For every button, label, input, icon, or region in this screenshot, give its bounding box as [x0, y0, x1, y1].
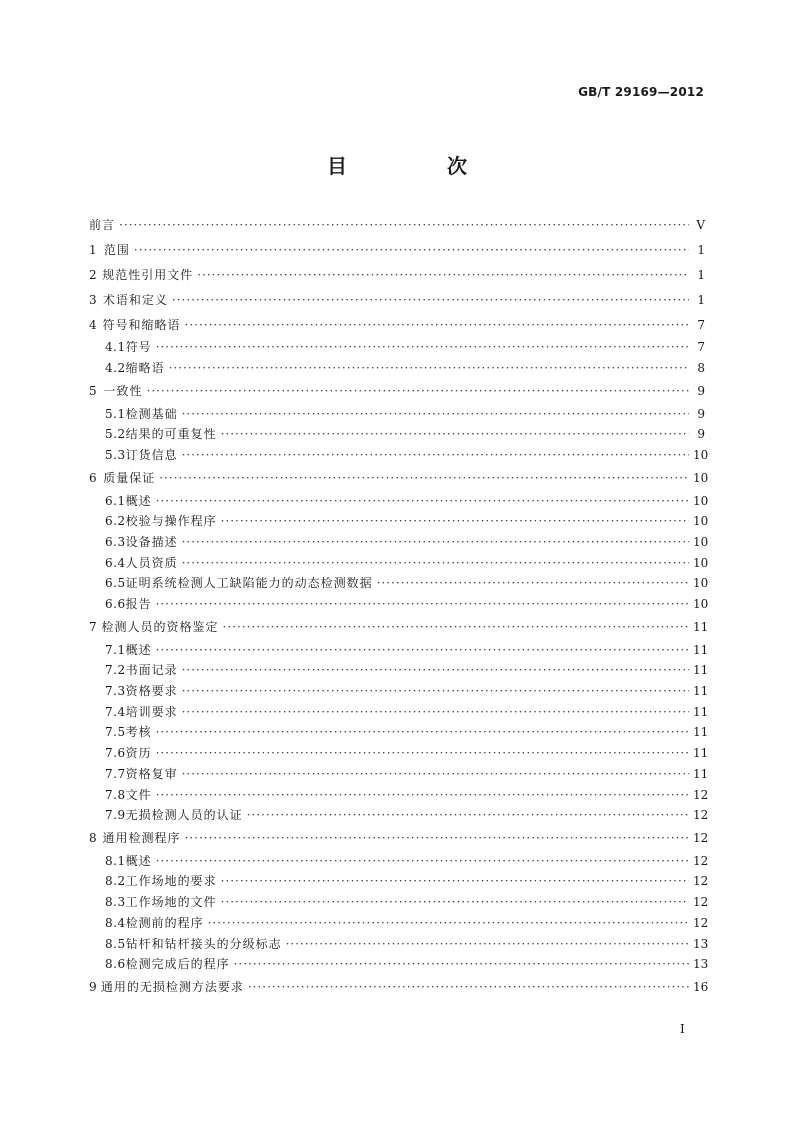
toc-entry[interactable]	[89, 723, 709, 744]
toc-entry-page: 12	[693, 853, 709, 868]
toc-entry-label: 检测前的程序	[125, 915, 204, 930]
toc-entry-page: 12	[693, 915, 709, 930]
toc-entry-label: 钻杆和钻杆接头的分级标志	[125, 936, 282, 951]
toc-entry-page: 8	[697, 361, 705, 376]
toc-entry-page: 13	[693, 936, 709, 951]
standard-code: GB/T 29169—2012	[578, 85, 704, 99]
toc-entry-label: 设备描述	[125, 535, 178, 550]
toc-entry-number: 7.5	[105, 725, 126, 740]
toc-entry[interactable]	[89, 682, 709, 703]
toc-entry-label: 无损检测人员的认证	[125, 808, 243, 823]
toc-entry-label: 工作场地的要求	[125, 874, 217, 889]
dot-leader	[156, 340, 689, 354]
toc-entry-label: 术语和定义	[102, 292, 168, 307]
dot-leader	[197, 268, 689, 282]
toc-entry[interactable]	[89, 595, 709, 616]
toc-entry[interactable]	[89, 405, 705, 426]
toc-entry-number: 7.6	[105, 746, 126, 761]
toc-entry-page: 10	[693, 493, 709, 508]
toc-entry-number: 2	[89, 267, 98, 282]
toc-entry-number: 6.3	[105, 535, 126, 550]
toc-entry-number: 8.5	[105, 936, 126, 951]
toc-entry-number: 6.5	[105, 576, 126, 591]
toc-entry[interactable]	[89, 852, 709, 873]
toc-entry[interactable]	[89, 554, 709, 575]
dot-leader	[182, 448, 689, 462]
toc-entry-page: 11	[693, 663, 709, 678]
toc-entry[interactable]	[89, 512, 709, 533]
toc-entry-label: 文件	[125, 787, 152, 802]
toc-entry[interactable]	[89, 264, 705, 289]
toc-entry-label: 人员资质	[125, 555, 178, 570]
toc-entry-label: 资格要求	[125, 684, 178, 699]
toc-entry[interactable]	[89, 214, 705, 239]
dot-leader	[182, 684, 689, 698]
toc-entry-number: 8.2	[105, 874, 126, 889]
dot-leader	[182, 535, 689, 549]
toc-entry-label: 概述	[125, 853, 152, 868]
dot-leader	[159, 471, 689, 485]
toc-entry-number: 8.4	[105, 915, 126, 930]
toc-entry-label: 质量保证	[103, 470, 156, 485]
toc-entry[interactable]	[89, 616, 709, 641]
toc-entry-page: 10	[693, 514, 709, 529]
dot-leader	[156, 725, 689, 739]
toc-entry-number: 4.1	[105, 340, 126, 355]
toc-entry[interactable]	[89, 976, 709, 1001]
toc-entry-number: 7.8	[105, 787, 126, 802]
toc-entry[interactable]	[89, 467, 709, 492]
toc-entry[interactable]	[89, 786, 709, 807]
toc-entry-page: 10	[693, 576, 709, 591]
toc-entry-page: 11	[693, 725, 709, 740]
toc-entry-page: 7	[697, 317, 705, 332]
toc-entry-number: 7.3	[105, 684, 126, 699]
toc-entry-number: 5.1	[105, 406, 126, 421]
dot-leader	[156, 788, 689, 802]
toc-entry-number: 6.4	[105, 555, 126, 570]
toc-entry-number: 8.1	[105, 853, 126, 868]
dot-leader	[169, 361, 689, 375]
dot-leader	[182, 407, 689, 421]
dot-leader	[221, 514, 689, 528]
toc-entry-label: 培训要求	[125, 704, 178, 719]
toc-entry-number: 9	[89, 979, 98, 994]
toc-entry-number: 7	[89, 619, 98, 634]
toc-entry-label: 符号	[125, 340, 152, 355]
dot-leader	[147, 384, 689, 398]
toc-entry-number: 7.4	[105, 704, 126, 719]
dot-leader	[247, 808, 689, 822]
toc-entry-label: 校验与操作程序	[125, 514, 217, 529]
toc-entry-number: 7.1	[105, 642, 126, 657]
toc-entry[interactable]	[89, 533, 709, 554]
dot-leader	[234, 957, 689, 971]
toc-entry-page: 11	[693, 746, 709, 761]
toc-entry-label: 工作场地的文件	[125, 895, 217, 910]
toc-entry[interactable]	[89, 827, 709, 852]
dot-leader	[377, 576, 689, 590]
dot-leader	[156, 746, 689, 760]
toc-entry[interactable]	[89, 359, 705, 380]
dot-leader	[172, 293, 689, 307]
toc-entry[interactable]	[89, 380, 705, 405]
toc-entry-page: 10	[693, 535, 709, 550]
toc-entry-label: 检测人员的资格鉴定	[101, 619, 219, 634]
toc-entry[interactable]	[89, 641, 709, 662]
toc-entry[interactable]	[89, 661, 709, 682]
toc-entry-page: V	[696, 218, 705, 232]
page-title: 目 次	[327, 154, 507, 178]
toc-entry-label: 范围	[103, 242, 130, 257]
toc-entry-page: 1	[697, 267, 705, 282]
toc-entry-number: 3	[89, 292, 98, 307]
toc-entry[interactable]	[89, 446, 709, 467]
toc-entry-number: 8.3	[105, 895, 126, 910]
dot-leader	[134, 243, 689, 257]
toc-entry-page: 12	[693, 895, 709, 910]
toc-entry-label: 概述	[125, 642, 152, 657]
toc-entry-page: 12	[693, 830, 709, 845]
dot-leader	[208, 916, 689, 930]
toc-entry-label: 检测基础	[125, 406, 178, 421]
toc-entry-page: 11	[693, 684, 709, 699]
toc-entry[interactable]	[89, 574, 709, 595]
toc-entry-page: 16	[693, 979, 709, 994]
dot-leader	[119, 218, 689, 232]
toc-entry-label: 书面记录	[125, 663, 178, 678]
toc-entry-number: 6	[89, 470, 98, 485]
toc-entry-number: 5.3	[105, 448, 126, 463]
toc-entry-page: 10	[693, 470, 709, 485]
toc-entry[interactable]	[89, 765, 709, 786]
toc-entry-label: 资格复审	[125, 766, 178, 781]
dot-leader	[221, 874, 689, 888]
toc-entry[interactable]	[89, 338, 705, 359]
toc-entry-page: 9	[697, 427, 705, 442]
toc-entry-label: 规范性引用文件	[102, 267, 194, 282]
dot-leader	[248, 980, 689, 994]
toc-entry-label: 通用检测程序	[102, 830, 181, 845]
toc-entry-label: 报告	[125, 597, 152, 612]
toc-entry-number: 8	[89, 830, 98, 845]
dot-leader	[185, 831, 689, 845]
toc-entry[interactable]	[89, 935, 709, 956]
toc-entry-label: 结果的可重复性	[125, 427, 217, 442]
toc-entry-page: 11	[693, 619, 709, 634]
toc-entry[interactable]	[89, 703, 709, 724]
toc-entry-page: 9	[697, 383, 705, 398]
table-of-contents	[89, 214, 709, 1001]
toc-entry-number: 8.6	[105, 957, 126, 972]
toc-entry-page: 1	[697, 242, 705, 257]
toc-entry-label: 证明系统检测人工缺陷能力的动态检测数据	[125, 576, 373, 591]
dot-leader	[156, 643, 689, 657]
dot-leader	[185, 318, 689, 332]
toc-entry-page: 1	[697, 292, 705, 307]
toc-entry[interactable]	[89, 239, 705, 264]
toc-entry[interactable]	[89, 425, 705, 446]
toc-entry[interactable]	[89, 955, 709, 976]
toc-entry-label: 前言	[89, 218, 116, 232]
toc-entry-number: 1	[89, 242, 98, 257]
toc-entry-number: 4.2	[105, 361, 126, 376]
dot-leader	[286, 937, 689, 951]
toc-entry[interactable]	[89, 806, 709, 827]
toc-entry-page: 12	[693, 808, 709, 823]
toc-entry-number: 4	[89, 317, 98, 332]
toc-entry[interactable]	[89, 872, 709, 893]
toc-entry-page: 12	[693, 874, 709, 889]
toc-entry-page: 11	[693, 704, 709, 719]
toc-entry-page: 11	[693, 766, 709, 781]
toc-entry-page: 12	[693, 787, 709, 802]
toc-entry-label: 考核	[125, 725, 152, 740]
dot-leader	[156, 597, 689, 611]
dot-leader	[182, 767, 689, 781]
toc-entry-page: 11	[693, 642, 709, 657]
dot-leader	[182, 705, 689, 719]
dot-leader	[182, 663, 689, 677]
toc-entry[interactable]	[89, 492, 709, 513]
toc-entry-label: 订货信息	[125, 448, 178, 463]
toc-entry-page: 7	[697, 340, 705, 355]
toc-entry[interactable]	[89, 314, 705, 339]
toc-entry-page: 10	[693, 597, 709, 612]
toc-entry-number: 7.2	[105, 663, 126, 678]
toc-entry-label: 检测完成后的程序	[125, 957, 230, 972]
toc-entry[interactable]	[89, 744, 709, 765]
dot-leader	[156, 854, 689, 868]
toc-entry[interactable]	[89, 289, 705, 314]
page-number: I	[680, 1022, 685, 1036]
toc-entry-label: 概述	[125, 493, 152, 508]
toc-entry-page: 13	[693, 957, 709, 972]
toc-entry-number: 6.2	[105, 514, 126, 529]
toc-entry-label: 符号和缩略语	[102, 317, 181, 332]
toc-entry-label: 一致性	[103, 383, 143, 398]
toc-entry-number: 7.7	[105, 766, 126, 781]
toc-entry[interactable]	[89, 914, 709, 935]
dot-leader	[182, 556, 689, 570]
toc-entry-label: 资历	[125, 746, 152, 761]
dot-leader	[221, 427, 689, 441]
toc-entry-number: 7.9	[105, 808, 126, 823]
toc-entry-label: 缩略语	[125, 361, 165, 376]
toc-entry-number: 6.6	[105, 597, 126, 612]
toc-entry-number: 5.2	[105, 427, 126, 442]
dot-leader	[221, 895, 689, 909]
toc-entry-page: 9	[697, 406, 705, 421]
toc-entry-number: 6.1	[105, 493, 126, 508]
toc-entry-page: 10	[693, 448, 709, 463]
toc-entry-number: 5	[89, 383, 98, 398]
dot-leader	[156, 494, 689, 508]
toc-entry-label: 通用的无损检测方法要求	[100, 979, 244, 994]
dot-leader	[223, 620, 689, 634]
toc-entry-page: 10	[693, 555, 709, 570]
toc-entry[interactable]	[89, 893, 709, 914]
